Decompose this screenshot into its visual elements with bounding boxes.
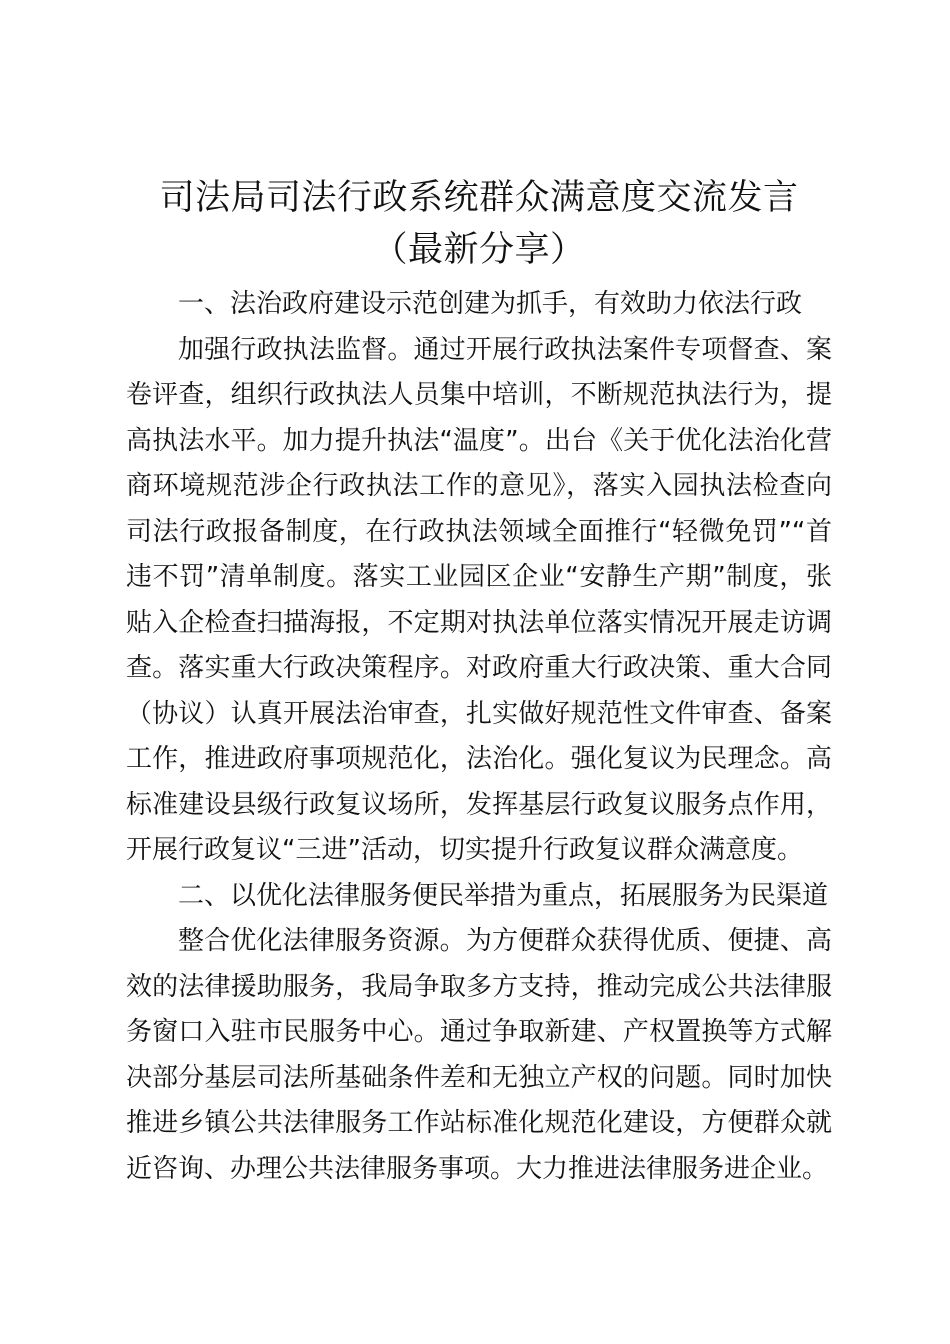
section-2-heading: 二、以优化法律服务便民举措为重点，拓展服务为民渠道 (178, 880, 829, 911)
document-page (126, 172, 832, 1192)
section-2-paragraph: 整合优化法律服务资源。为方便群众获得优质、便捷、高效的法律援助服务，我局争取多方支持，推动完成公共法律服务窗口入驻市民服务中心。通过争取新建、产权置换等方式解决部分基层司法所基础条件差和无独立产权的问题。同时加快推进乡镇公共法律服务工作站标准化规范化建设，方便群众就近咨询、办理公共法律服务事项。大力推进法律服务进企业。 (126, 926, 832, 1184)
document-title: 司法局司法行政系统群众满意度交流发言（最新分享） (159, 178, 799, 270)
section-1-heading: 一、法治政府建设示范创建为抓手，有效助力依法行政 (178, 289, 803, 319)
section-1-paragraph: 加强行政执法监督。通过开展行政执法案件专项督查、案卷评查，组织行政执法人员集中培训，不断规范执法行为，提高执法水平。加力提升执法“温度”。出台《关于优化法治化营商环境规范涉企行政执法工作的意见》，落实入园执法检查向司法行政报备制度，在行政执法领域全面推行“轻微免罚”“首违不罚”清单制度。落实工业园区企业“安静生产期”制度，张贴入企检查扫描海报，不定期对执法单位落实情况开展走访调查。落实重大行政决策程序。对政府重大行政决策、重大合同（协议）认真开展法治审查，扎实做好规范性文件审查、备案工作，推进政府事项规范化，法治化。强化复议为民理念。高标准建设县级行政复议场所，发挥基层行政复议服务点作用，开展行政复议“三进”活动，切实提升行政复议群众满意度。 (126, 334, 832, 865)
